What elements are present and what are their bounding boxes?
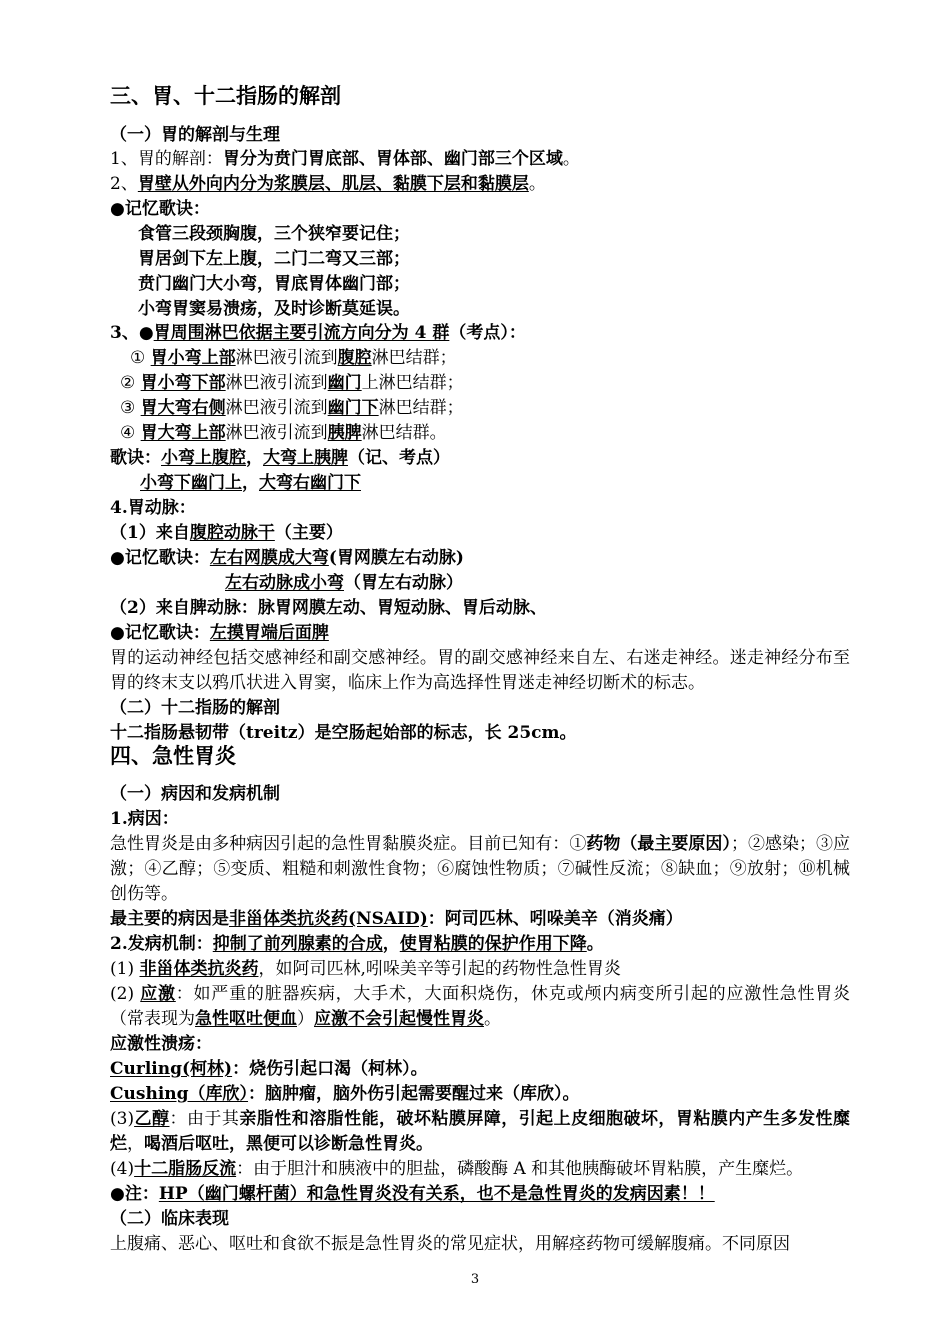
text: HP（幽门螺杆菌）和急性胃炎没有关系，也不是急性胃炎的发病因素！！ [158,1184,715,1204]
memo2-line-1 [110,546,464,570]
text: 1、胃的解剖： [110,149,223,169]
text: 非甾体类抗炎药 [139,959,259,979]
text: 淋巴结群； [378,398,464,418]
note-line [110,1182,715,1206]
text: 腹腔动脉干 [189,523,275,543]
text: （胃左右动脉） [344,573,463,593]
text: 应激不会引起慢性胃炎 [314,1009,484,1029]
artery-line-2: （2）来自脾动脉：脉胃网膜左动、胃短动脉、胃后动脉、 [110,598,547,618]
page-number: 3 [470,1272,480,1287]
text: 2、 [110,174,138,194]
text: ：烧伤引起口渴（柯林）。 [232,1059,428,1079]
text: 十二脂肠反流 [134,1159,237,1179]
duodenum-text: 十二指肠悬韧带（treitz）是空肠起始部的标志，长 25cm。 [110,723,577,743]
subsection-stomach-title: （一）胃的解剖与生理 [110,125,280,145]
text: 。 [562,149,580,169]
text: 左摸胃端后面脾 [209,623,329,643]
text: 抑制了前列腺素的合成 [212,934,383,954]
text: ，如阿司匹林,吲哚美辛等引起的药物性急性胃炎 [258,959,621,979]
text: ， [127,1134,144,1154]
text: 乙醇 [134,1109,170,1129]
text: 淋巴液引流到 [225,398,328,418]
text: ， [242,473,259,493]
text: 淋巴结群； [371,348,457,368]
text: ●注： [110,1184,159,1204]
text: 小弯下幽门上 [140,473,242,493]
text: ：由于胆汁和胰液中的胆盐，磷酸酶 A 和其他胰酶破坏胃粘膜，产生糜烂。 [236,1159,804,1179]
text: 急性胃炎是由多种病因引起的急性胃黏膜炎症。目前已知有：① [110,834,587,854]
text: ④ [120,423,136,443]
poem-line: 食管三段颈胸腹，三个狭窄要记住； [138,224,410,244]
text: 淋巴液引流到 [225,423,328,443]
text: 非甾体类抗炎药(NSAID) [229,909,428,929]
mechanism-line [110,932,604,956]
text: Curling(柯林) [110,1059,233,1079]
poem-line: 小弯胃窦易溃疡，及时诊断莫延误。 [138,299,410,319]
clinical-title: （二）临床表现 [110,1209,229,1229]
lymph-item [120,421,447,445]
cause-title: （一）病因和发病机制 [110,784,280,804]
text: 胃壁从外向内分为浆膜层、肌层、黏膜下层和黏膜层 [137,174,529,194]
text: 3、● [110,323,154,343]
text: （1）来自 [110,523,190,543]
cushing-line [110,1082,580,1106]
text: 淋巴液引流到 [235,348,338,368]
text: ：如严重的脏器疾病，大手术，大面积烧伤，休克或颅内病变所引起的应激性急性胃炎（常表现为 [110,984,851,1029]
text: 急性呕吐便血 [195,1009,297,1029]
text: 胃大弯上部 [140,423,226,443]
artery-title: 4.胃动脉： [110,498,196,518]
text: (4) [110,1159,135,1179]
text: 胃大弯右侧 [140,398,226,418]
text: ） [297,1009,314,1029]
mechanism-item-2 [110,982,850,1032]
text: 胃分为贲门胃底部、胃体部、幽门部三个区域 [222,149,563,169]
memo-label: ●记忆歌诀： [110,199,210,219]
memo2-line-2 [225,571,463,595]
text: 喝酒后呕吐，黑便可以诊断急性胃炎。 [144,1134,433,1154]
poem-line: 贲门幽门大小弯，胃底胃体幽门部； [138,274,410,294]
anatomy-line-1 [110,147,580,171]
text: ●记忆歌诀： [110,548,210,568]
text: 亲脂性和溶脂性能，破坏粘膜屏障，引起上皮细胞破坏，胃粘膜内产生多发性糜烂 [110,1109,851,1154]
poem-line: 胃居剑下左上腹，二门二弯又三部； [138,249,410,269]
text: (1) [110,959,140,979]
text: 腹腔 [337,348,372,368]
curling-line [110,1057,428,1081]
text: (3) [110,1109,135,1129]
cause-subtitle: 1.病因： [110,809,179,829]
mechanism-item-4 [110,1157,803,1181]
text: （主要） [274,523,343,543]
text: ， [382,934,400,954]
text: 。 [528,174,546,194]
text: 歌诀： [110,448,161,468]
gejue-line-2 [140,471,361,495]
duodenum-title: （二）十二指肠的解剖 [110,698,280,718]
section-heading-4: 四、急性胃炎 [110,744,236,768]
text: Cushing（库欣） [110,1084,249,1104]
artery-line-1 [110,521,343,545]
text: 左右动脉成小弯 [225,573,344,593]
stress-ulcer-title: 应激性溃疡： [110,1034,212,1054]
text: ：脑肿瘤，脑外伤引起需要醒过来（库欣）。 [248,1084,580,1104]
text: ② [120,373,136,393]
text: 上淋巴结群； [361,373,464,393]
clinical-text: 上腹痛、恶心、呕吐和食欲不振是急性胃炎的常见症状，用解痉药物可缓解腹痛。不同原因 [110,1234,790,1254]
text: 胃小弯下部 [140,373,226,393]
text: 2.发病机制： [110,934,213,954]
mechanism-item-3 [110,1107,850,1157]
text: （考点）： [449,323,526,343]
nerve-paragraph: 胃的运动神经包括交感神经和副交感神经。胃的副交感神经来自左、右迷走神经。迷走神经分布至胃的终末支以鸦爪状进入胃窦，临床上作为高选择性胃迷走神经切断术的标志。 [110,648,850,693]
text: 淋巴液引流到 [225,373,328,393]
main-cause-line [110,907,683,931]
text: ， [246,448,263,468]
text: 使胃粘膜的保护作用下降 [399,934,587,954]
text: (2) [110,984,141,1004]
text: ；②感染；③应激；④乙醇；⑤变质、粗糙和刺激性食物；⑥腐蚀性物质；⑦碱性反流；⑧缺血；⑨放射；⑩机械创伤等。 [110,834,851,904]
text: ③ [120,398,136,418]
text: 幽门 [327,373,362,393]
text: 淋巴结群。 [361,423,447,443]
lymph-item [130,346,457,370]
text: 大弯上胰脾 [263,448,348,468]
gejue-line-1 [110,446,450,470]
text: 胃周围淋巴依据主要引流方向分为 4 群 [153,323,450,343]
text: 应激 [140,984,176,1004]
text: ① [130,348,146,368]
anatomy-line-2 [110,172,546,196]
text: 幽门下 [327,398,379,418]
text: 胃小弯上部 [150,348,236,368]
text: 大弯右幽门下 [259,473,361,493]
text: 。 [586,934,604,954]
text: （记、考点） [348,448,450,468]
text: ●记忆歌诀： [110,623,210,643]
lymph-item [120,371,464,395]
lymph-heading [110,321,526,345]
mechanism-item-1 [110,957,621,981]
text: 胰脾 [327,423,362,443]
text: 最主要的病因是 [110,909,229,929]
lymph-item [120,396,464,420]
text: ：阿司匹林、吲哚美辛（消炎痛） [427,909,683,929]
memo3-line [110,621,329,645]
cause-paragraph [110,832,850,907]
text: 药物（最主要原因） [586,834,731,854]
text: 。 [484,1009,501,1029]
text: 小弯上腹腔 [161,448,246,468]
text: ：由于其 [169,1109,240,1129]
text: 左右网膜成大弯 [209,548,329,568]
text: (胃网膜左右动脉) [328,548,464,568]
section-heading-3: 三、胃、十二指肠的解剖 [110,84,341,108]
